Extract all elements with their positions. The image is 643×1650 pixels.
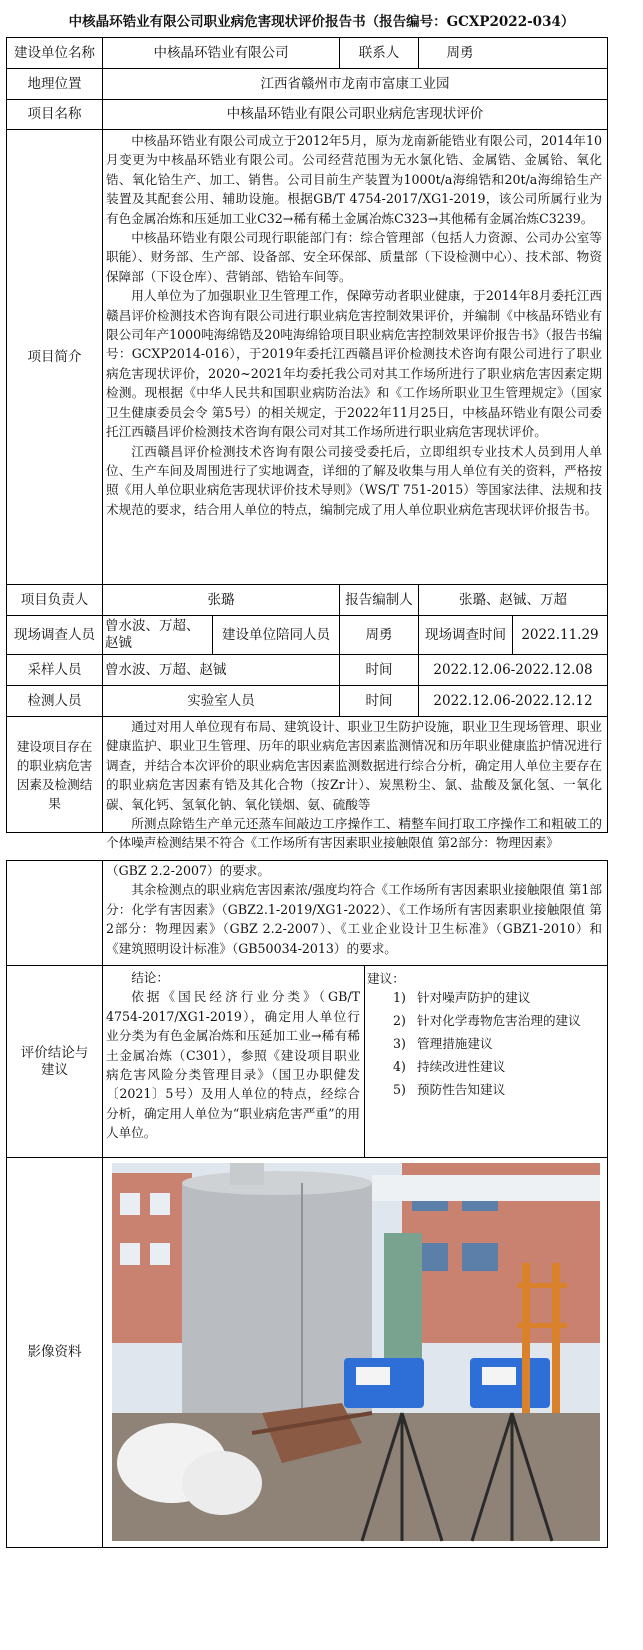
sampler-label: 采样人员 — [27, 661, 82, 678]
contact-value: 周勇 — [446, 44, 474, 61]
intro-paragraph-2: 中核晶环锆业有限公司现行职能部门有：综合管理部（包括人力资源、公司办公室等职能）、财务部、生产部、设备部、安全环保部、质量部（下设检测中心）、技术部、物资保障部（下设仓库）、营销部、锆铪车间等。 — [106, 230, 602, 284]
suggestion-item: 3) 管理措施建议 — [393, 1036, 493, 1051]
hazard-continued-line: （GBZ 2.2-2007）的要求。 — [106, 863, 270, 878]
survey-time-label: 现场调查时间 — [425, 626, 506, 643]
report-author-label: 报告编制人 — [345, 591, 413, 608]
image-label: 影像资料 — [27, 1344, 82, 1360]
site-photo — [112, 1163, 600, 1541]
suggestion-title: 建议： — [367, 971, 405, 986]
intro-paragraph-1: 中核晶环锆业有限公司成立于2012年5月，原为龙南新能锆业有限公司，2014年10月变更为中核晶环锆业有限公司。公司经营范围为无水氯化锆、金属锆、金属铪、氧化锆、氧化铪生产、加工、销售。公司目前生产装置为1000t/a海绵锆和20t/a海绵铪生产装置及其配套公用、辅助设施。根据GB/T 4754-2017/XG1-2019，该公司所属行业为有色金属冶炼和压延加工业C32→稀有稀土金属冶炼C323→其他稀有金属冶炼C3239。 — [106, 133, 602, 226]
survey-time-value: 2022.11.29 — [521, 626, 599, 643]
project-leader-label: 项目负责人 — [20, 591, 89, 608]
conclusion-paragraph: 依据《国民经济行业分类》（GB/T 4754-2017/XG1-2019），确定用人单位行业分类为有色金属冶炼和压延加工业→稀有稀土金属冶炼（C301），参照《建设项目职业病危害风险分类管理目录》（国卫办职健发〔2021〕5号）及用人单位的特点，经综合分析，确定用人单位为“职业病危害严重”的用人单位。 — [106, 989, 360, 1141]
contact-label: 联系人 — [358, 44, 400, 61]
hazard-label: 建设项目存在的职业病危害因素及检测结果 — [16, 738, 93, 811]
suggestion-list — [393, 986, 603, 1101]
suggestion-item: 4) 持续改进性建议 — [393, 1059, 506, 1074]
intro-paragraph-4: 江西赣昌评价检测技术咨询有限公司接受委托后，立即组织专业技术人员到用人单位、生产车间及周围进行了实地调查，详细的了解及收集与用人单位有关的资料，严格按照《用人单位职业病危害现状评价技术导则》（WS/T 751-2015）等国家法律、法规和技术规范的要求，结合用人单位的特点，编制完成了用人单位职业病危害现状评价报告书。 — [106, 443, 602, 517]
location-label: 地理位置 — [27, 75, 82, 92]
project-name-label: 项目名称 — [27, 106, 82, 122]
hazard-paragraph-3: 其余检测点的职业病危害因素浓/强度均符合《工作场所有害因素职业接触限值 第1部分：化学有害因素》（GBZ2.1-2019/XG1-2022）、《工作场所有害因素职业接触限值 第2部分：物理因素》（GBZ 2.2-2007）、《工业企业设计卫生标准》（GBZ1-2010）和《建筑照明设计标准》（GB50034-2013）的要求。 — [106, 882, 602, 956]
conclusion-text — [106, 968, 360, 1154]
conclusion-title: 结论： — [131, 970, 169, 985]
escort-staff-label: 建设单位陪同人员 — [222, 626, 330, 643]
suggestion-item: 1) 针对噪声防护的建议 — [393, 990, 531, 1005]
hazard-paragraph-2: 所测点除锆生产单元还蒸车间敲边工序操作工、精整车间打取工序操作工和粗破工的个体噪声检测结果不符合《工作场所有害因素职业接触限值 第2部分：物理因素》 — [106, 816, 602, 851]
conclusion-label: 评价结论与建议 — [20, 1044, 89, 1078]
site-photo-illustration — [112, 1163, 600, 1541]
sampler-value: 曾水波、万超、赵铖 — [105, 661, 227, 678]
location-value: 江西省赣州市龙南市富康工业园 — [260, 75, 450, 92]
sampler-time-value: 2022.12.06-2022.12.08 — [433, 661, 593, 678]
survey-staff-value: 曾水波、万超、赵铖 — [105, 618, 200, 651]
project-intro-text — [106, 131, 602, 583]
tester-time-value: 2022.12.06-2022.12.12 — [433, 692, 593, 709]
sampler-time-label: 时间 — [365, 661, 393, 678]
hazard-paragraph-1: 通过对用人单位现有布局、建筑设计、职业卫生防护设施，职业卫生现场管理、职业健康监护、职业卫生管理、历年的职业病危害因素监测情况和历年职业健康监护情况进行调查，并结合本次评价的职业病危害因素监测数据进行综合分析，确定用人单位主要存在的职业病危害因素有锆及其化合物（按Zr计）、炭黑粉尘、氯、盐酸及氯化氢、一氧化碳、氧化钙、氢氧化钠、氧化镁烟、氨、硫酸等 — [106, 719, 602, 812]
unit-name-label: 建设单位名称 — [14, 44, 95, 61]
intro-paragraph-3: 用人单位为了加强职业卫生管理工作，保障劳动者职业健康，于2014年8月委托江西赣昌评价检测技术咨询有限公司进行职业病危害控制效果评价，并编制《中核晶环锆业有限公司年产1000吨海绵锆及20吨海绵铪项目职业病危害控制效果评价报告书》（报告书编号：GCXP2014-016），于2019年委托江西赣昌评价检测技术咨询有限公司进行了职业病危害现状评价，2020~2021年均委托我公司对其工作场所进行了职业病危害因素定期检测。现根据《中华人民共和国职业病防治法》和《工作场所职业卫生管理规定》（国家卫生健康委员会令 第5号）的相关规定，于2022年11月25日，中核晶环锆业有限公司委托江西赣昌评价检测技术咨询有限公司对其工作场所进行职业病危害现状评价。 — [106, 288, 602, 440]
tester-label: 检测人员 — [27, 692, 82, 709]
project-leader-value: 张璐 — [207, 591, 235, 608]
unit-name-value: 中核晶环锆业有限公司 — [153, 44, 289, 61]
report-author-value: 张璐、赵铖、万超 — [459, 591, 567, 608]
tester-time-label: 时间 — [365, 692, 393, 709]
suggestion-item: 5) 预防性告知建议 — [393, 1082, 506, 1097]
escort-staff-value: 周勇 — [365, 626, 393, 643]
hazard-text-continued — [106, 861, 602, 964]
survey-staff-label: 现场调查人员 — [14, 626, 95, 643]
tester-value: 实验室人员 — [187, 692, 255, 709]
hazard-text — [106, 717, 602, 851]
project-name-value: 中核晶环锆业有限公司职业病危害现状评价 — [226, 106, 484, 122]
suggestion-item: 2) 针对化学毒物危害治理的建议 — [393, 1013, 581, 1028]
report-title: 中核晶环锆业有限公司职业病危害现状评价报告书（报告编号：GCXP2022-034） — [68, 14, 575, 30]
project-intro-label: 项目简介 — [27, 348, 82, 365]
